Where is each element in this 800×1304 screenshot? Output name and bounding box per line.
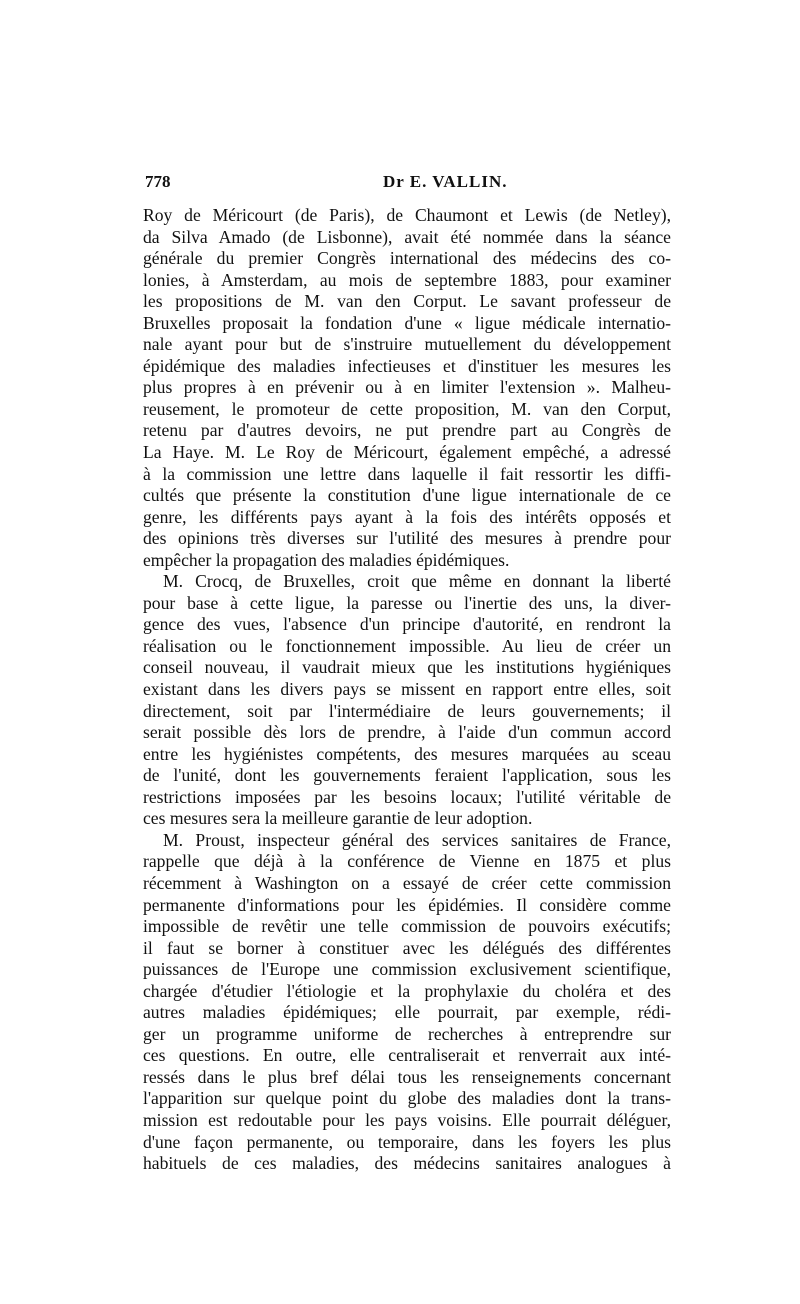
text-line: récemment à Washington on a essayé de créer cette commission [143, 872, 671, 893]
text-line: reusement, le promoteur de cette proposition, M. van den Corput, [143, 398, 671, 419]
text-line: Bruxelles proposait la fondation d'une « ligue médicale internatio- [143, 312, 671, 333]
text-line: Roy de Méricourt (de Paris), de Chaumont et Lewis (de Netley), [143, 205, 671, 225]
text-line: serait possible dès lors de prendre, à l'aide d'un commun accord [143, 722, 671, 743]
text-line: nale ayant pour but de s'instruire mutuellement du développement [143, 334, 671, 355]
text-line: existant dans les divers pays se missent en rapport entre elles, soit [143, 679, 671, 700]
text-line: autres maladies épidémiques; elle pourrait, par exemple, rédi- [143, 1002, 671, 1023]
text-line: impossible de revêtir une telle commission de pouvoirs exécutifs; [143, 916, 671, 937]
text-line: cultés que présente la constitution d'une ligue internationale de ce [143, 485, 671, 506]
text-line: habituels de ces maladies, des médecins sanitaires analogues à [143, 1153, 671, 1174]
text-line: retenu par d'autres devoirs, ne put prendre part au Congrès de [143, 420, 671, 441]
text-line: de l'unité, dont les gouvernements feraient l'application, sous les [143, 765, 671, 786]
body-text [143, 205, 671, 1175]
text-line: lonies, à Amsterdam, au mois de septembre 1883, pour examiner [143, 269, 671, 290]
text-line: d'une façon permanente, ou temporaire, dans les foyers les plus [143, 1131, 671, 1152]
text-line: M. Proust, inspecteur général des services sanitaires de France, [163, 829, 671, 850]
text-line: épidémique des maladies infectieuses et d'instituer les mesures les [143, 355, 671, 376]
text-line: mission est redoutable pour les pays voisins. Elle pourrait déléguer, [143, 1109, 671, 1130]
text-line: des opinions très diverses sur l'utilité des mesures à prendre pour [143, 528, 671, 549]
text-line: genre, les différents pays ayant à la fois des intérêts opposés et [143, 506, 671, 527]
text-line: générale du premier Congrès international des médecins des co- [143, 248, 671, 269]
text-line: ger un programme uniforme de recherches à entreprendre sur [143, 1023, 671, 1044]
text-line: l'apparition sur quelque point du globe des maladies dont la trans- [143, 1088, 671, 1109]
text-line: entre les hygiénistes compétents, des mesures marquées au sceau [143, 743, 671, 764]
text-line: gence des vues, l'absence d'un principe d'autorité, en rendront la [143, 614, 671, 635]
page-number: 778 [145, 172, 171, 191]
text-line: permanente d'informations pour les épidémies. Il considère comme [143, 894, 671, 915]
text-line: chargée d'étudier l'étiologie et la prophylaxie du choléra et des [143, 980, 671, 1001]
text-line: puissances de l'Europe une commission exclusivement scientifique, [143, 959, 671, 980]
text-line: empêcher la propagation des maladies épidémiques. [143, 549, 510, 570]
text-line: ressés dans le plus bref délai tous les renseignements concernant [143, 1066, 671, 1087]
text-line: directement, soit par l'intermédiaire de leurs gouvernements; il [143, 700, 671, 721]
text-line: les propositions de M. van den Corput. Le savant professeur de [143, 291, 671, 312]
running-head: Dr E. VALLIN. [383, 172, 508, 191]
text-line: pour base à cette ligue, la paresse ou l'inertie des uns, la diver- [143, 592, 671, 613]
page-header [145, 172, 675, 196]
text-line: La Haye. M. Le Roy de Méricourt, également empêché, a adressé [143, 442, 671, 463]
text-line: il faut se borner à constituer avec les délégués des différentes [143, 937, 671, 958]
text-line: M. Crocq, de Bruxelles, croit que même en donnant la liberté [163, 571, 671, 592]
text-line: ces mesures sera la meilleure garantie de leur adoption. [143, 808, 533, 829]
text-line: à la commission une lettre dans laquelle il fait ressortir les diffi- [143, 463, 671, 484]
text-line: da Silva Amado (de Lisbonne), avait été nommée dans la séance [143, 226, 671, 247]
text-line: rappelle que déjà à la conférence de Vienne en 1875 et plus [143, 851, 671, 872]
text-line: plus propres à en prévenir ou à en limiter l'extension ». Malheu- [143, 377, 671, 398]
text-line: restrictions imposées par les besoins locaux; l'utilité véritable de [143, 786, 671, 807]
text-line: conseil nouveau, il vaudrait mieux que les institutions hygiéniques [143, 657, 671, 678]
text-line: ces questions. En outre, elle centraliserait et renverrait aux inté- [143, 1045, 671, 1066]
text-line: réalisation ou le fonctionnement impossible. Au lieu de créer un [143, 635, 671, 656]
